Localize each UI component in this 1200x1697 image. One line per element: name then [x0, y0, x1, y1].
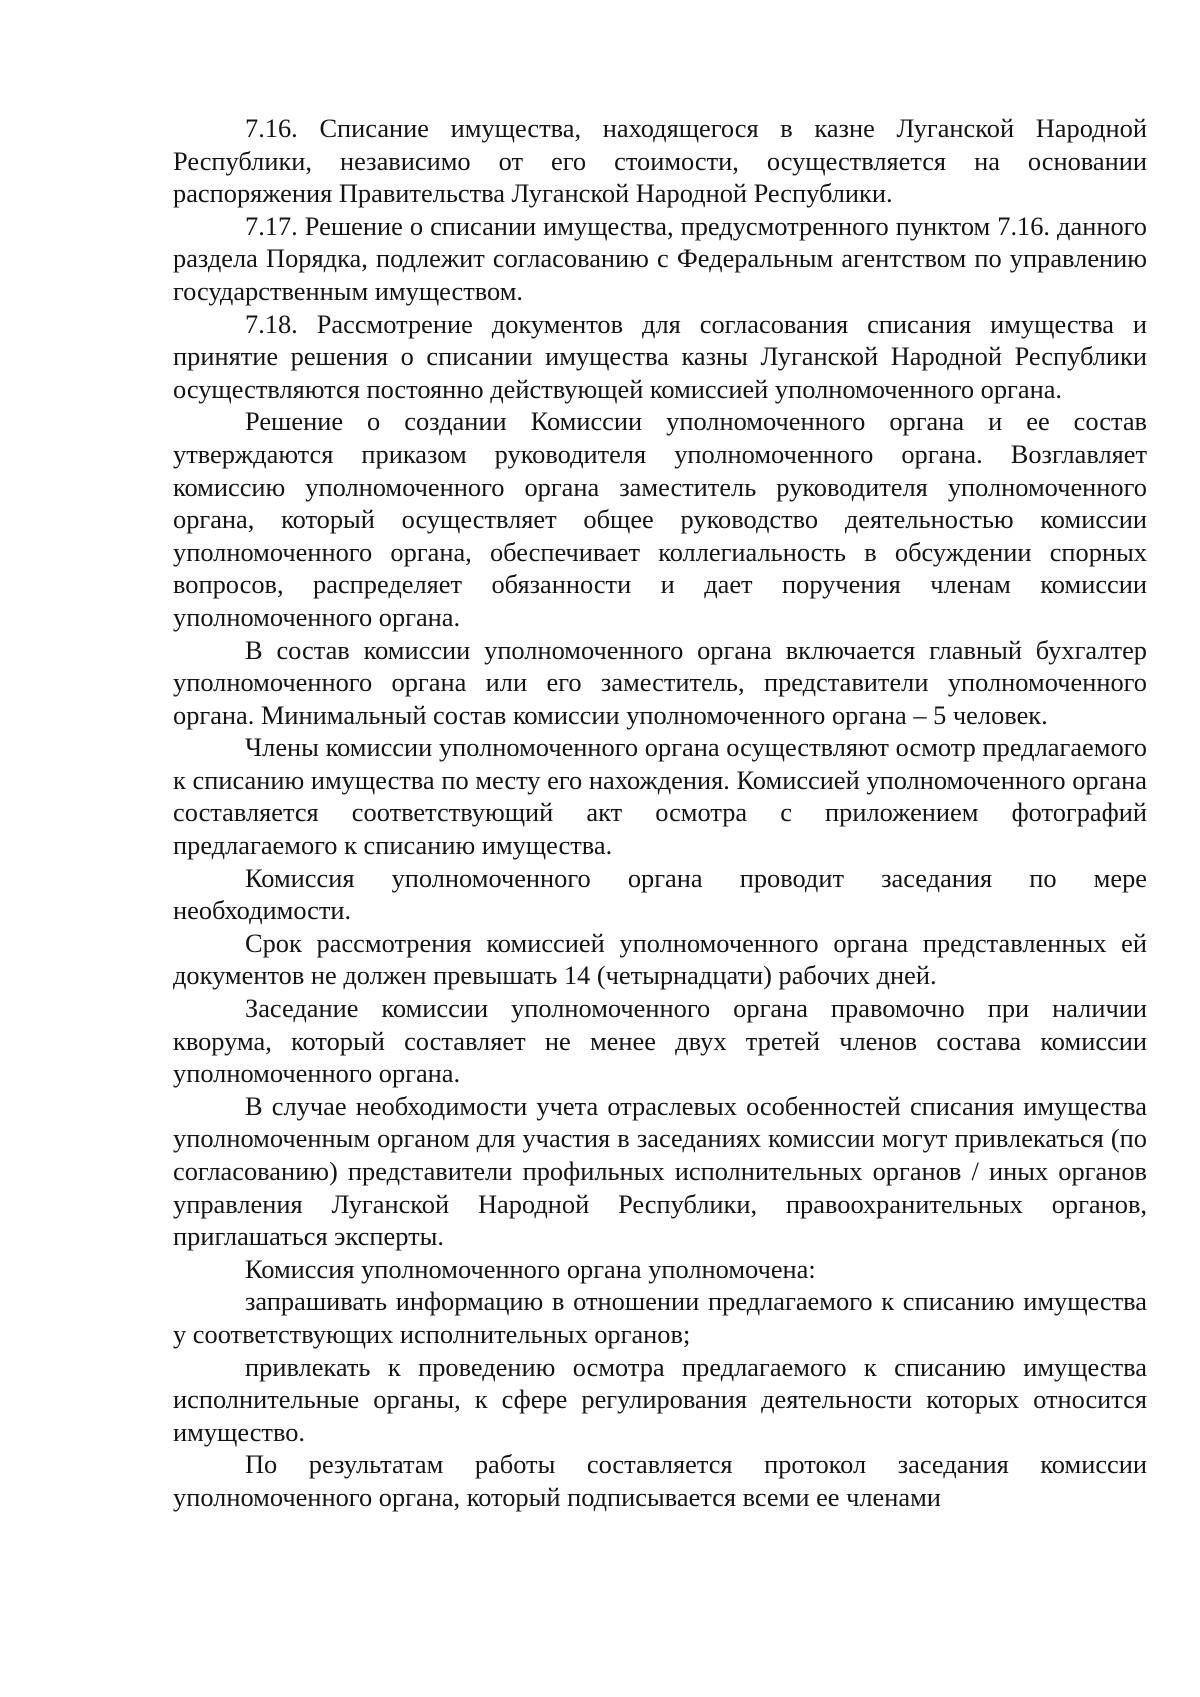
- paragraph-quorum: Заседание комиссии уполномоченного органа правомочно при наличии кворума, который составляет не менее двух третей членов состава комиссии уполномоченного органа.: [173, 993, 1147, 1089]
- paragraph-commission-composition: В состав комиссии уполномоченного органа включается главный бухгалтер уполномоченного органа или его заместитель, представители уполномоченного органа. Минимальный состав комиссии уполномоченного органа – 5 человек.: [173, 634, 1147, 730]
- paragraph-power-request-info: запрашивать информацию в отношении предлагаемого к списанию имущества у соответствующих исполнительных органов;: [173, 1286, 1147, 1349]
- paragraph-experts: В случае необходимости учета отраслевых особенностей списания имущества уполномоченным органом для участия в заседаниях комиссии могут привлекаться (по согласованию) представители профильных исполнительных органов / иных органов управления Луганской Народной Республики, правоохранительных органов, приглашаться эксперты.: [173, 1090, 1147, 1252]
- paragraph-commission-creation: Решение о создании Комиссии уполномоченного органа и ее состав утверждаются приказом руководителя уполномоченного органа. Возглавляет комиссию уполномоченного органа заместитель руководителя уполномоченного органа, который осуществляет общее руководство деятельностью комиссии уполномоченного органа, обеспечивает коллегиальность в обсуждении спорных вопросов, распределяет обязанности и дает поручения членам комиссии уполномоченного органа.: [173, 406, 1147, 632]
- paragraph-commission-meetings: Комиссия уполномоченного органа проводит заседания по мере необходимости.: [173, 862, 1147, 926]
- paragraph-commission-inspection: Члены комиссии уполномоченного органа осуществляют осмотр предлагаемого к списанию имущества по месту его нахождения. Комиссией уполномоченного органа составляется соответствующий акт осмотра с приложением фотографий предлагаемого к списанию имущества.: [173, 732, 1147, 861]
- paragraph-7-18: 7.18. Рассмотрение документов для согласования списания имущества и принятие решения о списании имущества казны Луганской Народной Республики осуществляются постоянно действующей комиссией уполномоченного органа.: [173, 308, 1147, 404]
- paragraph-7-16: 7.16. Списание имущества, находящегося в казне Луганской Народной Республики, независимо от его стоимости, осуществляется на основании распоряжения Правительства Луганской Народной Республики.: [173, 113, 1147, 209]
- paragraph-commission-powers: Комиссия уполномоченного органа уполномочена:: [245, 1253, 816, 1284]
- paragraph-review-period: Срок рассмотрения комиссией уполномоченного органа представленных ей документов не должен превышать 14 (четырнадцати) рабочих дней.: [173, 927, 1147, 991]
- paragraph-protocol: По результатам работы составляется протокол заседания комиссии уполномоченного органа, который подписывается всеми ее членами: [173, 1449, 1147, 1512]
- paragraph-power-involve-bodies: привлекать к проведению осмотра предлагаемого к списанию имущества исполнительные органы, к сфере регулирования деятельности которых относится имущество.: [173, 1351, 1147, 1447]
- document-body: [173, 112, 1147, 1514]
- paragraph-7-17: 7.17. Решение о списании имущества, предусмотренного пунктом 7.16. данного раздела Порядка, подлежит согласованию с Федеральным агентством по управлению государственным имуществом.: [173, 210, 1147, 306]
